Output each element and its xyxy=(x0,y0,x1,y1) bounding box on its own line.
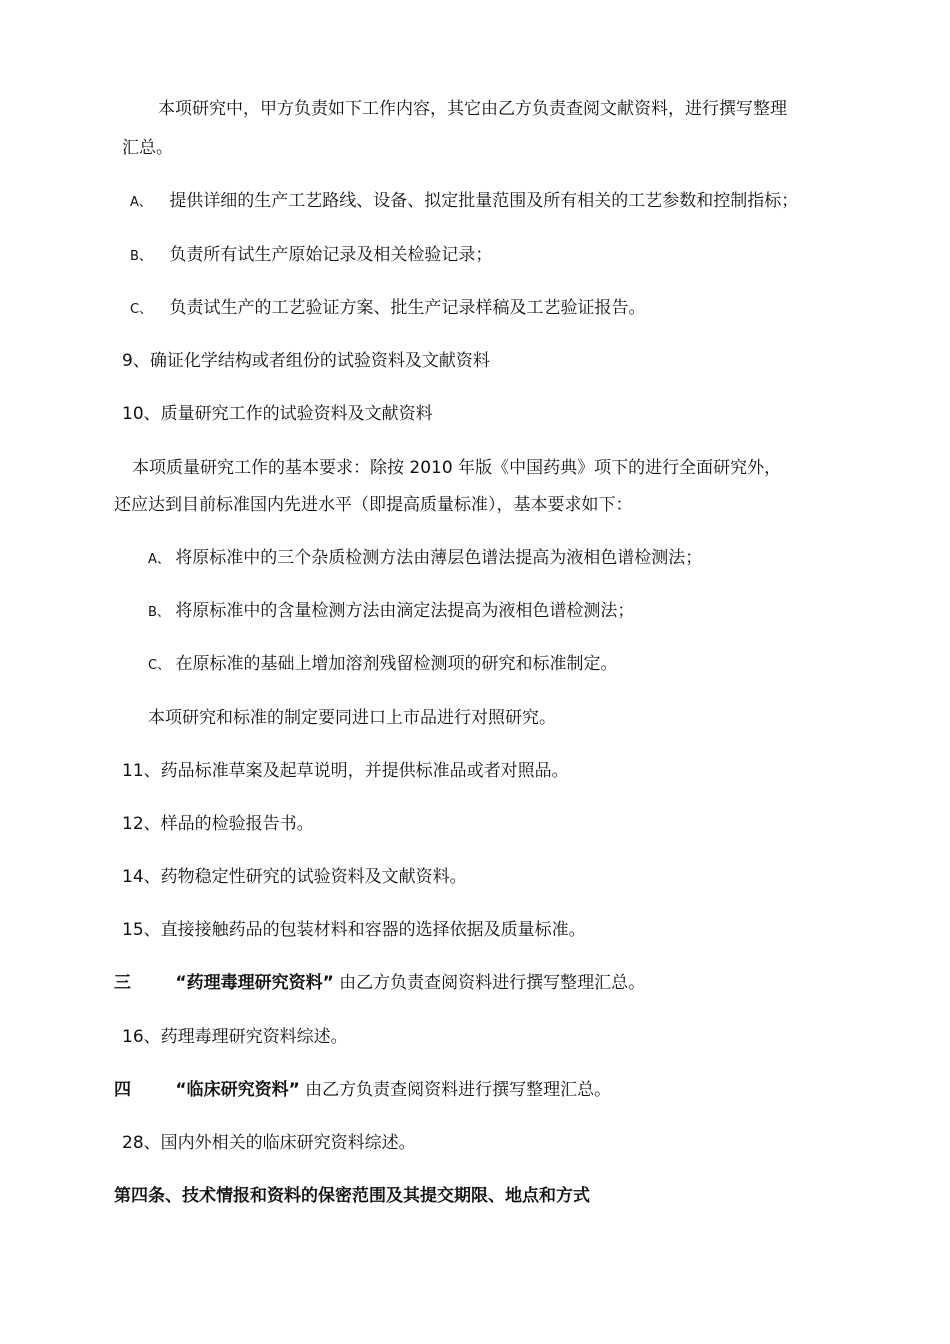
item-28: 28、国内外相关的临床研究资料综述。 xyxy=(122,1133,416,1153)
article-4-heading: 第四条、技术情报和资料的保密范围及其提交期限、地点和方式 xyxy=(114,1186,590,1206)
quality-req-c xyxy=(148,652,617,678)
section-3-text: 由乙方负责查阅资料进行撰写整理汇总。 xyxy=(339,973,646,993)
task-c xyxy=(130,296,645,322)
section-4-text: 由乙方负责查阅资料进行撰写整理汇总。 xyxy=(305,1080,612,1100)
section-3-number: 三 xyxy=(114,973,131,993)
quality-req-a-marker: A、 xyxy=(148,552,170,567)
section-4-title: “临床研究资料” xyxy=(175,1080,300,1100)
task-a-marker: A、 xyxy=(130,195,152,210)
quality-req-c-text: 在原标准的基础上增加溶剂残留检测项的研究和标准制定。 xyxy=(175,654,618,674)
quality-req-c-marker: C、 xyxy=(148,658,171,673)
section-3-title: “药理毒理研究资料” xyxy=(175,973,334,993)
quality-req-b xyxy=(148,599,634,625)
task-c-text: 负责试生产的工艺验证方案、批生产记录样稿及工艺验证报告。 xyxy=(169,298,646,318)
item-16: 16、药理毒理研究资料综述。 xyxy=(122,1027,348,1047)
task-c-marker: C、 xyxy=(130,302,153,317)
item-12: 12、样品的检验报告书。 xyxy=(122,814,314,834)
task-b-text: 负责所有试生产原始记录及相关检验记录； xyxy=(169,245,493,265)
section-4-number: 四 xyxy=(114,1080,131,1100)
item-10: 10、质量研究工作的试验资料及文献资料 xyxy=(122,404,433,424)
task-a-text: 提供详细的生产工艺路线、设备、拟定批量范围及所有相关的工艺参数和控制指标； xyxy=(169,191,799,211)
task-b-marker: B、 xyxy=(130,249,152,264)
item-15: 15、直接接触药品的包装材料和容器的选择依据及质量标准。 xyxy=(122,920,586,940)
item-9: 9、确证化学结构或者组份的试验资料及文献资料 xyxy=(122,351,490,371)
task-a xyxy=(130,189,798,215)
quality-line-1: 本项质量研究工作的基本要求：除按 2010 年版《中国药典》项下的进行全面研究外， xyxy=(132,458,782,478)
section-4-heading xyxy=(114,1078,611,1102)
section-3-heading xyxy=(114,971,645,995)
item-14: 14、药物稳定性研究的试验资料及文献资料。 xyxy=(122,867,467,887)
task-b xyxy=(130,243,492,269)
quality-req-b-marker: B、 xyxy=(148,605,170,620)
intro-line-1: 本项研究中，甲方负责如下工作内容，其它由乙方负责查阅文献资料，进行撰写整理 xyxy=(158,99,787,119)
quality-req-a xyxy=(148,546,702,572)
comparison-note: 本项研究和标准的制定要同进口上市品进行对照研究。 xyxy=(148,708,556,728)
quality-req-a-text: 将原标准中的三个杂质检测方法由薄层色谱法提高为液相色谱检测法； xyxy=(175,548,703,568)
intro-line-2: 汇总。 xyxy=(122,138,173,158)
item-11: 11、药品标准草案及起草说明，并提供标准品或者对照品。 xyxy=(122,761,569,781)
quality-req-b-text: 将原标准中的含量检测方法由滴定法提高为液相色谱检测法； xyxy=(175,601,635,621)
quality-line-2: 还应达到目前标准国内先进水平（即提高质量标准），基本要求如下： xyxy=(114,495,633,515)
